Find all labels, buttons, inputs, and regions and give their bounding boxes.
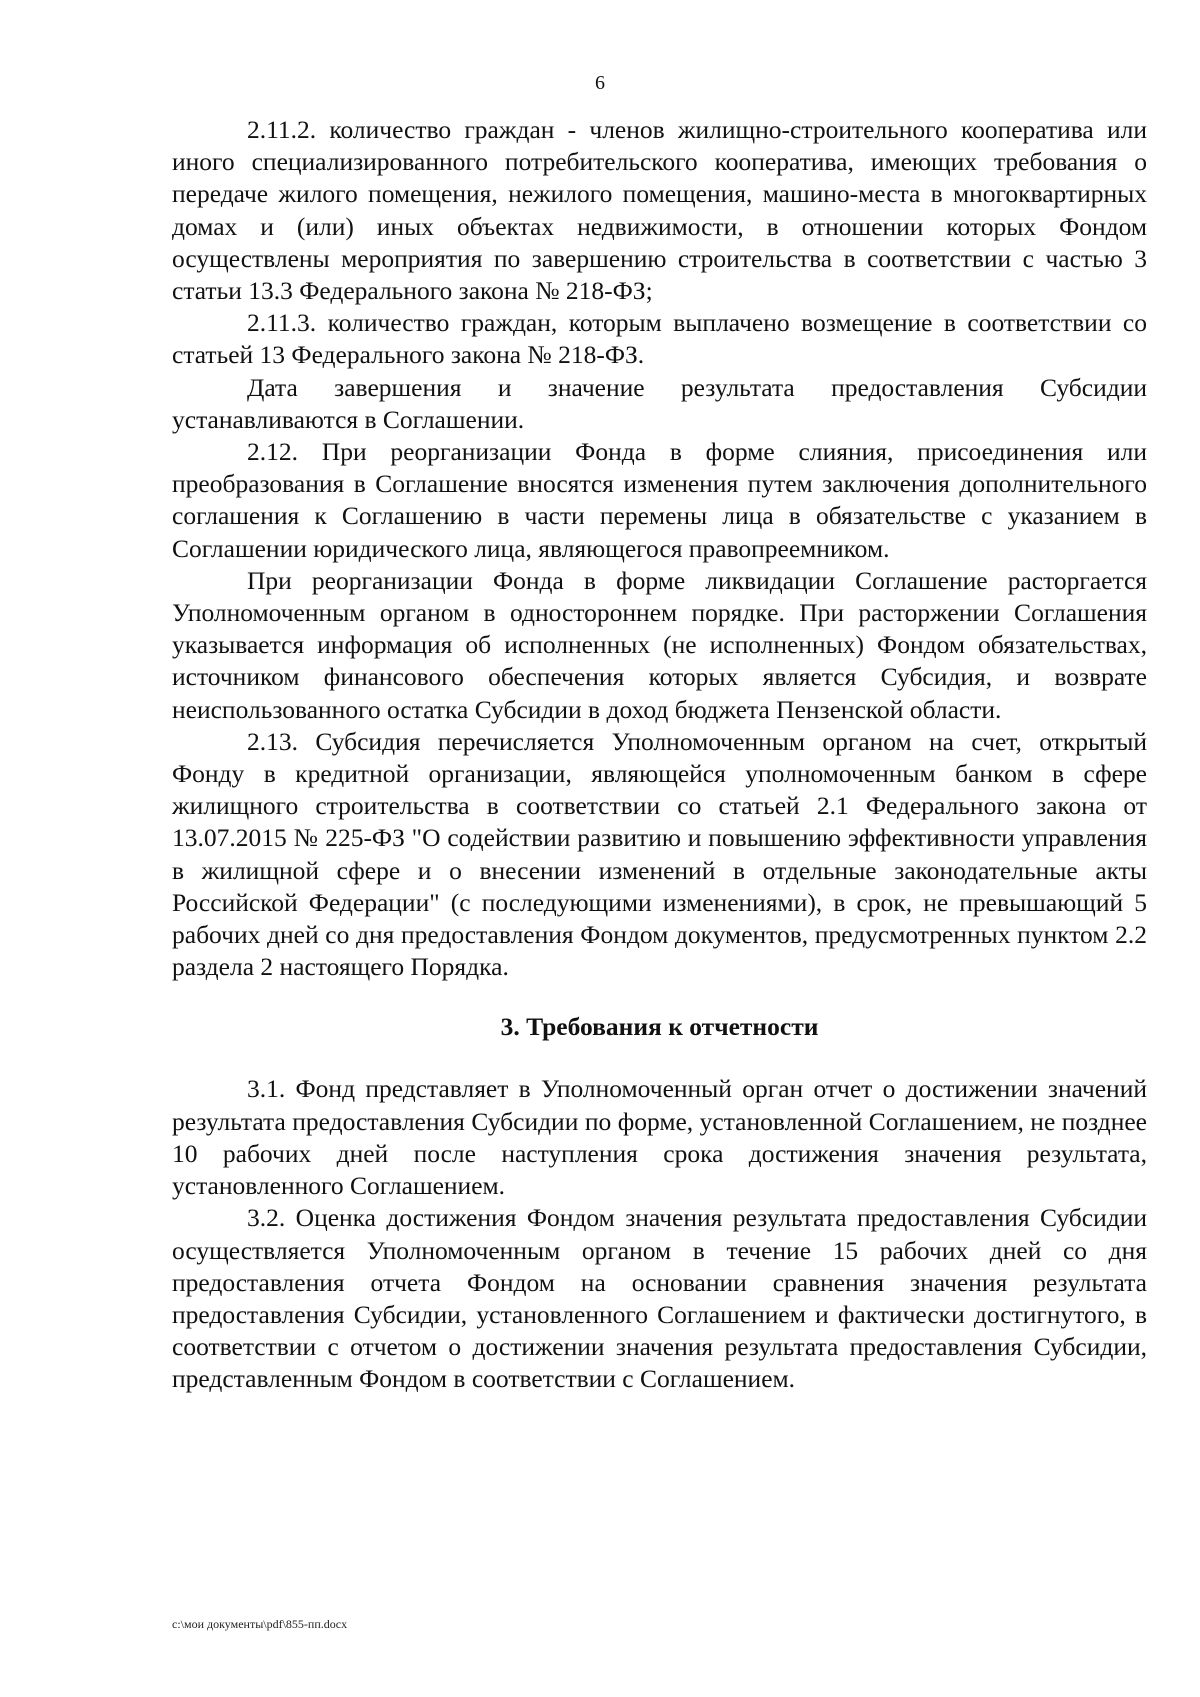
paragraph-2-12: 2.12. При реорганизации Фонда в форме слияния, присоединения или преобразования в Соглашение вносятся изменения путем заключения дополнительного соглашения к Соглашению в части перемены лица в обязательстве с указанием в Соглашении юридического лица, являющегося правопреемником. — [172, 437, 1147, 563]
section-3-heading: 3. Требования к отчетности — [500, 1012, 819, 1042]
paragraph-2-13: 2.13. Субсидия перечисляется Уполномоченным органом на счет, открытый Фонду в кредитной организации, являющейся уполномоченным банком в сфере жилищного строительства в соответствии со статьей 2.1 Федерального закона от 13.07.2015 № 225-ФЗ "О содействии развитию и повышению эффективности управления в жилищной сфере и о внесении изменений в отдельные законодательные акты Российской Федерации" (с последующими изменениями), в срок, не превышающий 5 рабочих дней со дня предоставления Фондом документов, предусмотренных пунктом 2.2 раздела 2 настоящего Порядка. — [172, 726, 1147, 982]
paragraph-liquidation: При реорганизации Фонда в форме ликвидации Соглашение расторгается Уполномоченным органом в одностороннем порядке. При расторжении Соглашения указывается информация об исполненных (не исполненных) Фондом обязательствах, источником финансового обеспечения которых является Субсидия, и возврате неиспользованного остатка Субсидии в доход бюджета Пензенской области. — [172, 565, 1147, 724]
document-body — [172, 114, 1147, 1396]
paragraph-3-1: 3.1. Фонд представляет в Уполномоченный орган отчет о достижении значений результата предоставления Субсидии по форме, установленной Соглашением, не позднее 10 рабочих дней после наступления срока достижения значения результата, установленного Соглашением. — [172, 1074, 1147, 1201]
paragraph-2-11-2: 2.11.2. количество граждан - членов жилищно-строительного кооператива или иного специализированного потребительского кооператива, имеющих требования о передаче жилого помещения, нежилого помещения, машино-места в многоквартирных домах и (или) иных объектах недвижимости, в отношении которых Фондом осуществлены мероприятия по завершению строительства в соответствии с частью 3 статьи 13.3 Федерального закона № 218-ФЗ; — [172, 115, 1147, 306]
footer-file-path: c:\мои документы\pdf\855-пп.docx — [172, 1617, 348, 1631]
paragraph-2-11-3: 2.11.3. количество граждан, которым выплачено возмещение в соответствии со статьей 13 Федерального закона № 218-ФЗ. — [172, 308, 1147, 370]
paragraph-result-date: Дата завершения и значение результата предоставления Субсидии устанавливаются в Соглашении. — [172, 372, 1147, 434]
paragraph-3-2: 3.2. Оценка достижения Фондом значения результата предоставления Субсидии осуществляется Уполномоченным органом в течение 15 рабочих дней со дня предоставления отчета Фондом на основании сравнения значения результата предоставления Субсидии, установленного Соглашением и фактически достигнутого, в соответствии с отчетом о достижении значения результата предоставления Субсидии, представленным Фондом в соответствии с Соглашением. — [172, 1203, 1147, 1394]
page-number: 6 — [595, 72, 605, 94]
